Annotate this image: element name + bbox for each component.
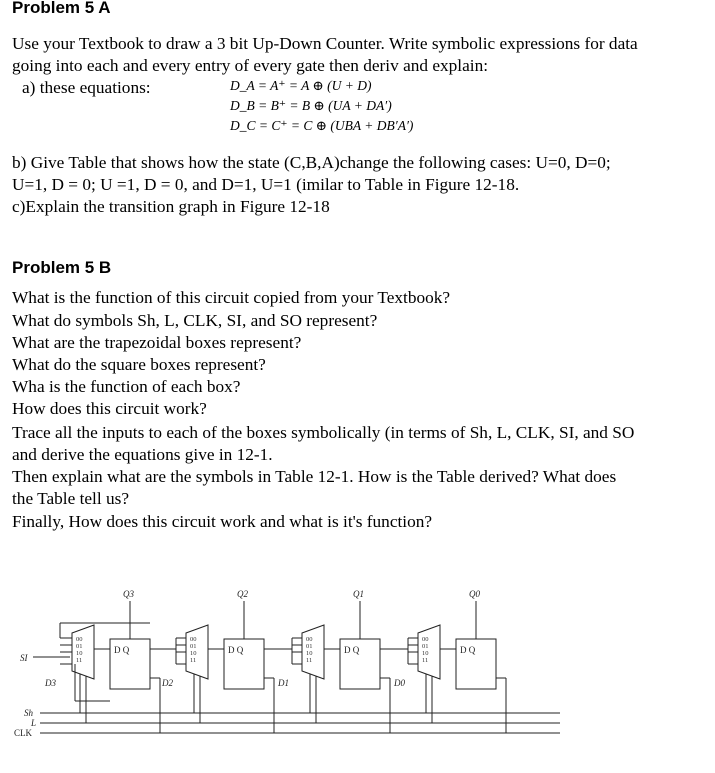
mux0-sel-00: 00 xyxy=(422,636,429,643)
question-line-4: What do the square boxes represent? xyxy=(12,355,266,374)
input-d3: D3 xyxy=(45,678,56,688)
question-line-3: What are the trapezoidal boxes represent? xyxy=(12,333,302,352)
input-d1: D1 xyxy=(278,678,289,688)
mux3-sel-10: 10 xyxy=(76,650,83,657)
equation-db: D_B = B⁺ = B ⊕ (UA + DA′) xyxy=(230,98,392,113)
output-q0: Q0 xyxy=(469,589,480,599)
mux2-sel-00: 00 xyxy=(190,636,197,643)
question-line-6: How does this circuit work? xyxy=(12,399,207,418)
mux3-sel-00: 00 xyxy=(76,636,83,643)
mux2-sel-10: 10 xyxy=(190,650,197,657)
problem-5b-heading: Problem 5 B xyxy=(12,258,112,277)
clk-label: CLK xyxy=(14,728,32,738)
l-label: L xyxy=(31,718,37,728)
equation-da: D_A = A⁺ = A ⊕ (U + D) xyxy=(230,78,372,93)
mux3-sel-11: 11 xyxy=(76,657,83,664)
question-line-7: Trace all the inputs to each of the boxes symbolically (in terms of Sh, L, CLK, SI, and SO xyxy=(12,423,635,442)
mux1-sel-11: 11 xyxy=(306,657,313,664)
mux1-sel-00: 00 xyxy=(306,636,313,643)
shift-register-circuit-diagram xyxy=(0,573,715,773)
output-q1: Q1 xyxy=(353,589,364,599)
part-b-line-1: b) Give Table that shows how the state (C,B,A)change the following cases: U=0, D=0; xyxy=(12,153,611,172)
question-line-2: What do symbols Sh, L, CLK, SI, and SO represent? xyxy=(12,311,378,330)
question-line-9: Then explain what are the symbols in Table 12-1. How is the Table derived? What does xyxy=(12,467,617,486)
ff1-dq-label: D Q xyxy=(344,645,360,655)
input-d2: D2 xyxy=(162,678,173,688)
question-line-5: Wha is the function of each box? xyxy=(12,377,241,396)
output-q3: Q3 xyxy=(123,589,134,599)
mux2-sel-11: 11 xyxy=(190,657,197,664)
question-line-8: and derive the equations give in 12-1. xyxy=(12,445,273,464)
ff2-dq-label: D Q xyxy=(228,645,244,655)
part-c-line: c)Explain the transition graph in Figure 12-18 xyxy=(12,197,330,216)
mux2-sel-01: 01 xyxy=(190,643,197,650)
mux1-sel-10: 10 xyxy=(306,650,313,657)
output-q2: Q2 xyxy=(237,589,248,599)
si-label: SI xyxy=(20,653,28,663)
part-b-line-2: U=1, D = 0; U =1, D = 0, and D=1, U=1 (imilar to Table in Figure 12-18. xyxy=(12,175,520,194)
mux1-sel-01: 01 xyxy=(306,643,313,650)
ff0-dq-label: D Q xyxy=(460,645,476,655)
sh-label: Sh xyxy=(24,708,33,718)
mux3-sel-01: 01 xyxy=(76,643,83,650)
question-line-1: What is the function of this circuit copied from your Textbook? xyxy=(12,288,451,307)
input-d0: D0 xyxy=(394,678,405,688)
intro-line-2: going into each and every entry of every gate then deriv and explain: xyxy=(12,56,489,75)
part-a-label: a) these equations: xyxy=(22,78,151,97)
ff3-dq-label: D Q xyxy=(114,645,130,655)
intro-line-1: Use your Textbook to draw a 3 bit Up-Down Counter. Write symbolic expressions for data xyxy=(12,34,638,53)
question-line-10: the Table tell us? xyxy=(12,489,130,508)
question-line-11: Finally, How does this circuit work and what is it's function? xyxy=(12,512,433,531)
equation-dc: D_C = C⁺ = C ⊕ (UBA + DB′A′) xyxy=(230,118,414,133)
problem-5a-heading: Problem 5 A xyxy=(12,0,111,17)
mux0-sel-01: 01 xyxy=(422,643,429,650)
mux0-sel-10: 10 xyxy=(422,650,429,657)
mux0-sel-11: 11 xyxy=(422,657,429,664)
